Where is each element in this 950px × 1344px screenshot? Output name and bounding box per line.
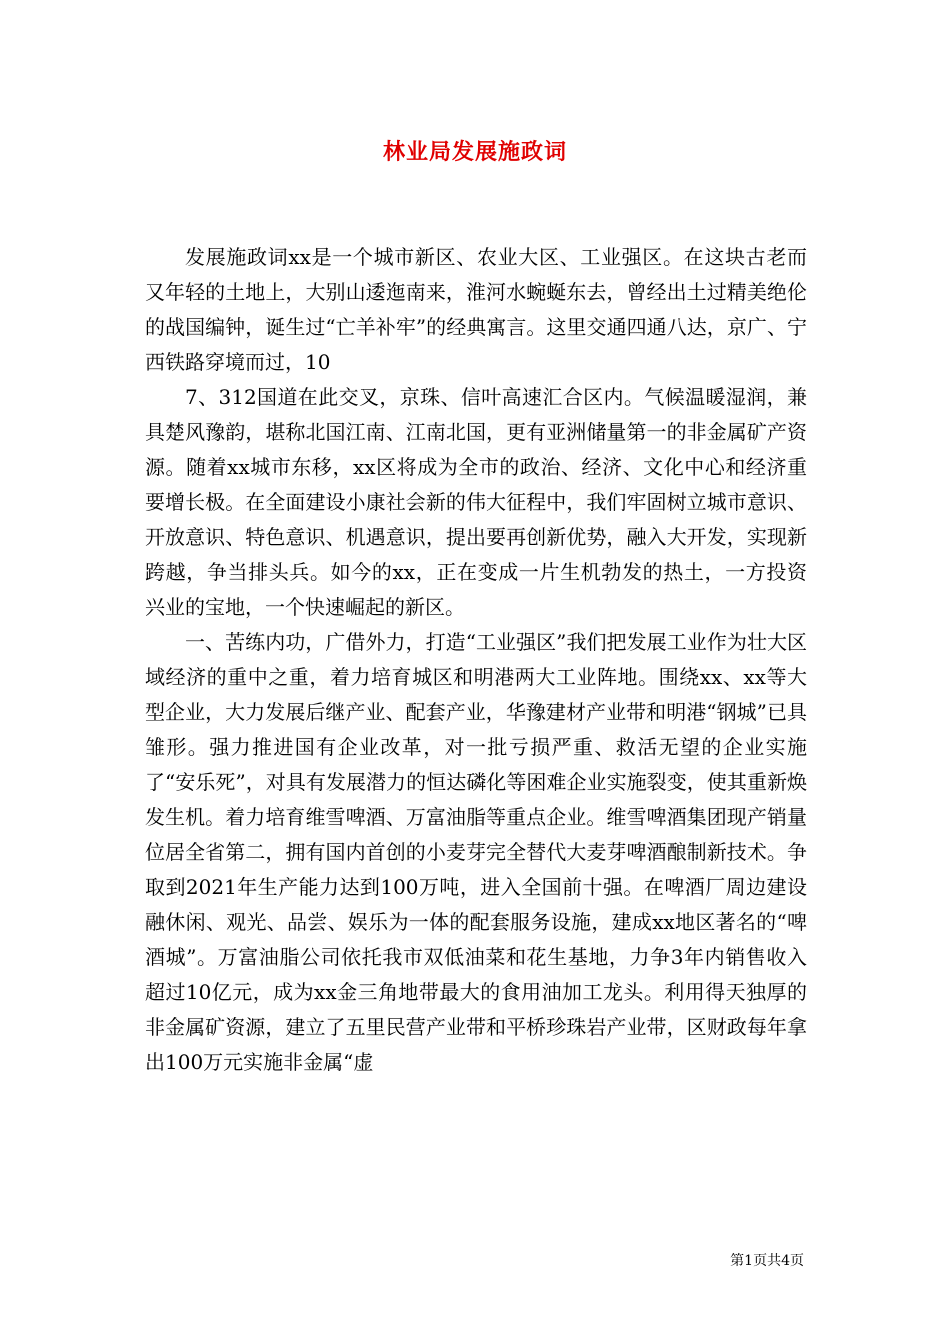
body-paragraph: 7、312国道在此交叉，京珠、信叶高速汇合区内。气候温暖湿润，兼具楚风豫韵，堪称北国江南、江南北国，更有亚洲储量第一的非金属矿产资源。随着xx城市东移，xx区将成为全市的政治、经济、文化中心和经济重要增长极。在全面建设小康社会新的伟大征程中，我们牢固树立城市意识、开放意识、特色意识、机遇意识，提出要再创新优势，融入大开发，实现新跨越，争当排头兵。如今的xx，正在变成一片生机勃发的热土，一方投资兴业的宝地，一个快速崛起的新区。 — [145, 385, 807, 619]
body-paragraph: 一、苦练内功，广借外力，打造“工业强区”我们把发展工业作为壮大区域经济的重中之重，着力培育城区和明港两大工业阵地。围绕xx、xx等大型企业，大力发展后继产业、配套产业，华豫建材产业带和明港“钢城”已具雏形。强力推进国有企业改革，对一批亏损严重、救活无望的企业实施了“安乐死”，对具有发展潜力的恒达磷化等困难企业实施裂变，使其重新焕发生机。着力培育维雪啤酒、万富油脂等重点企业。维雪啤酒集团现产销量位居全省第二，拥有国内首创的小麦芽完全替代大麦芽啤酒酿制新技术。争取到2021年生产能力达到100万吨，进入全国前十强。在啤酒厂周边建设融休闲、观光、品尝、娱乐为一体的配套服务设施，建成xx地区著名的“啤酒城”。万富油脂公司依托我市双低油菜和花生基地，力争3年内销售收入超过10亿元，成为xx金三角地带最大的食用油加工龙头。利用得天独厚的非金属矿资源，建立了五里民营产业带和平桥珍珠岩产业带，区财政每年拿出100万元实施非金属“虚 — [145, 630, 807, 1074]
body-paragraph: 发展施政词xx是一个城市新区、农业大区、工业强区。在这块古老而又年轻的土地上，大别山逶迤南来，淮河水蜿蜒东去，曾经出土过精美绝伦的战国编钟，诞生过“亡羊补牢”的经典寓言。这里交通四通八达，京广、宁西铁路穿境而过，10 — [145, 245, 807, 374]
document-title: 林业局发展施政词 — [382, 139, 567, 165]
page-number: 第1页共4页 — [730, 1253, 804, 1269]
document-body — [145, 240, 807, 1080]
